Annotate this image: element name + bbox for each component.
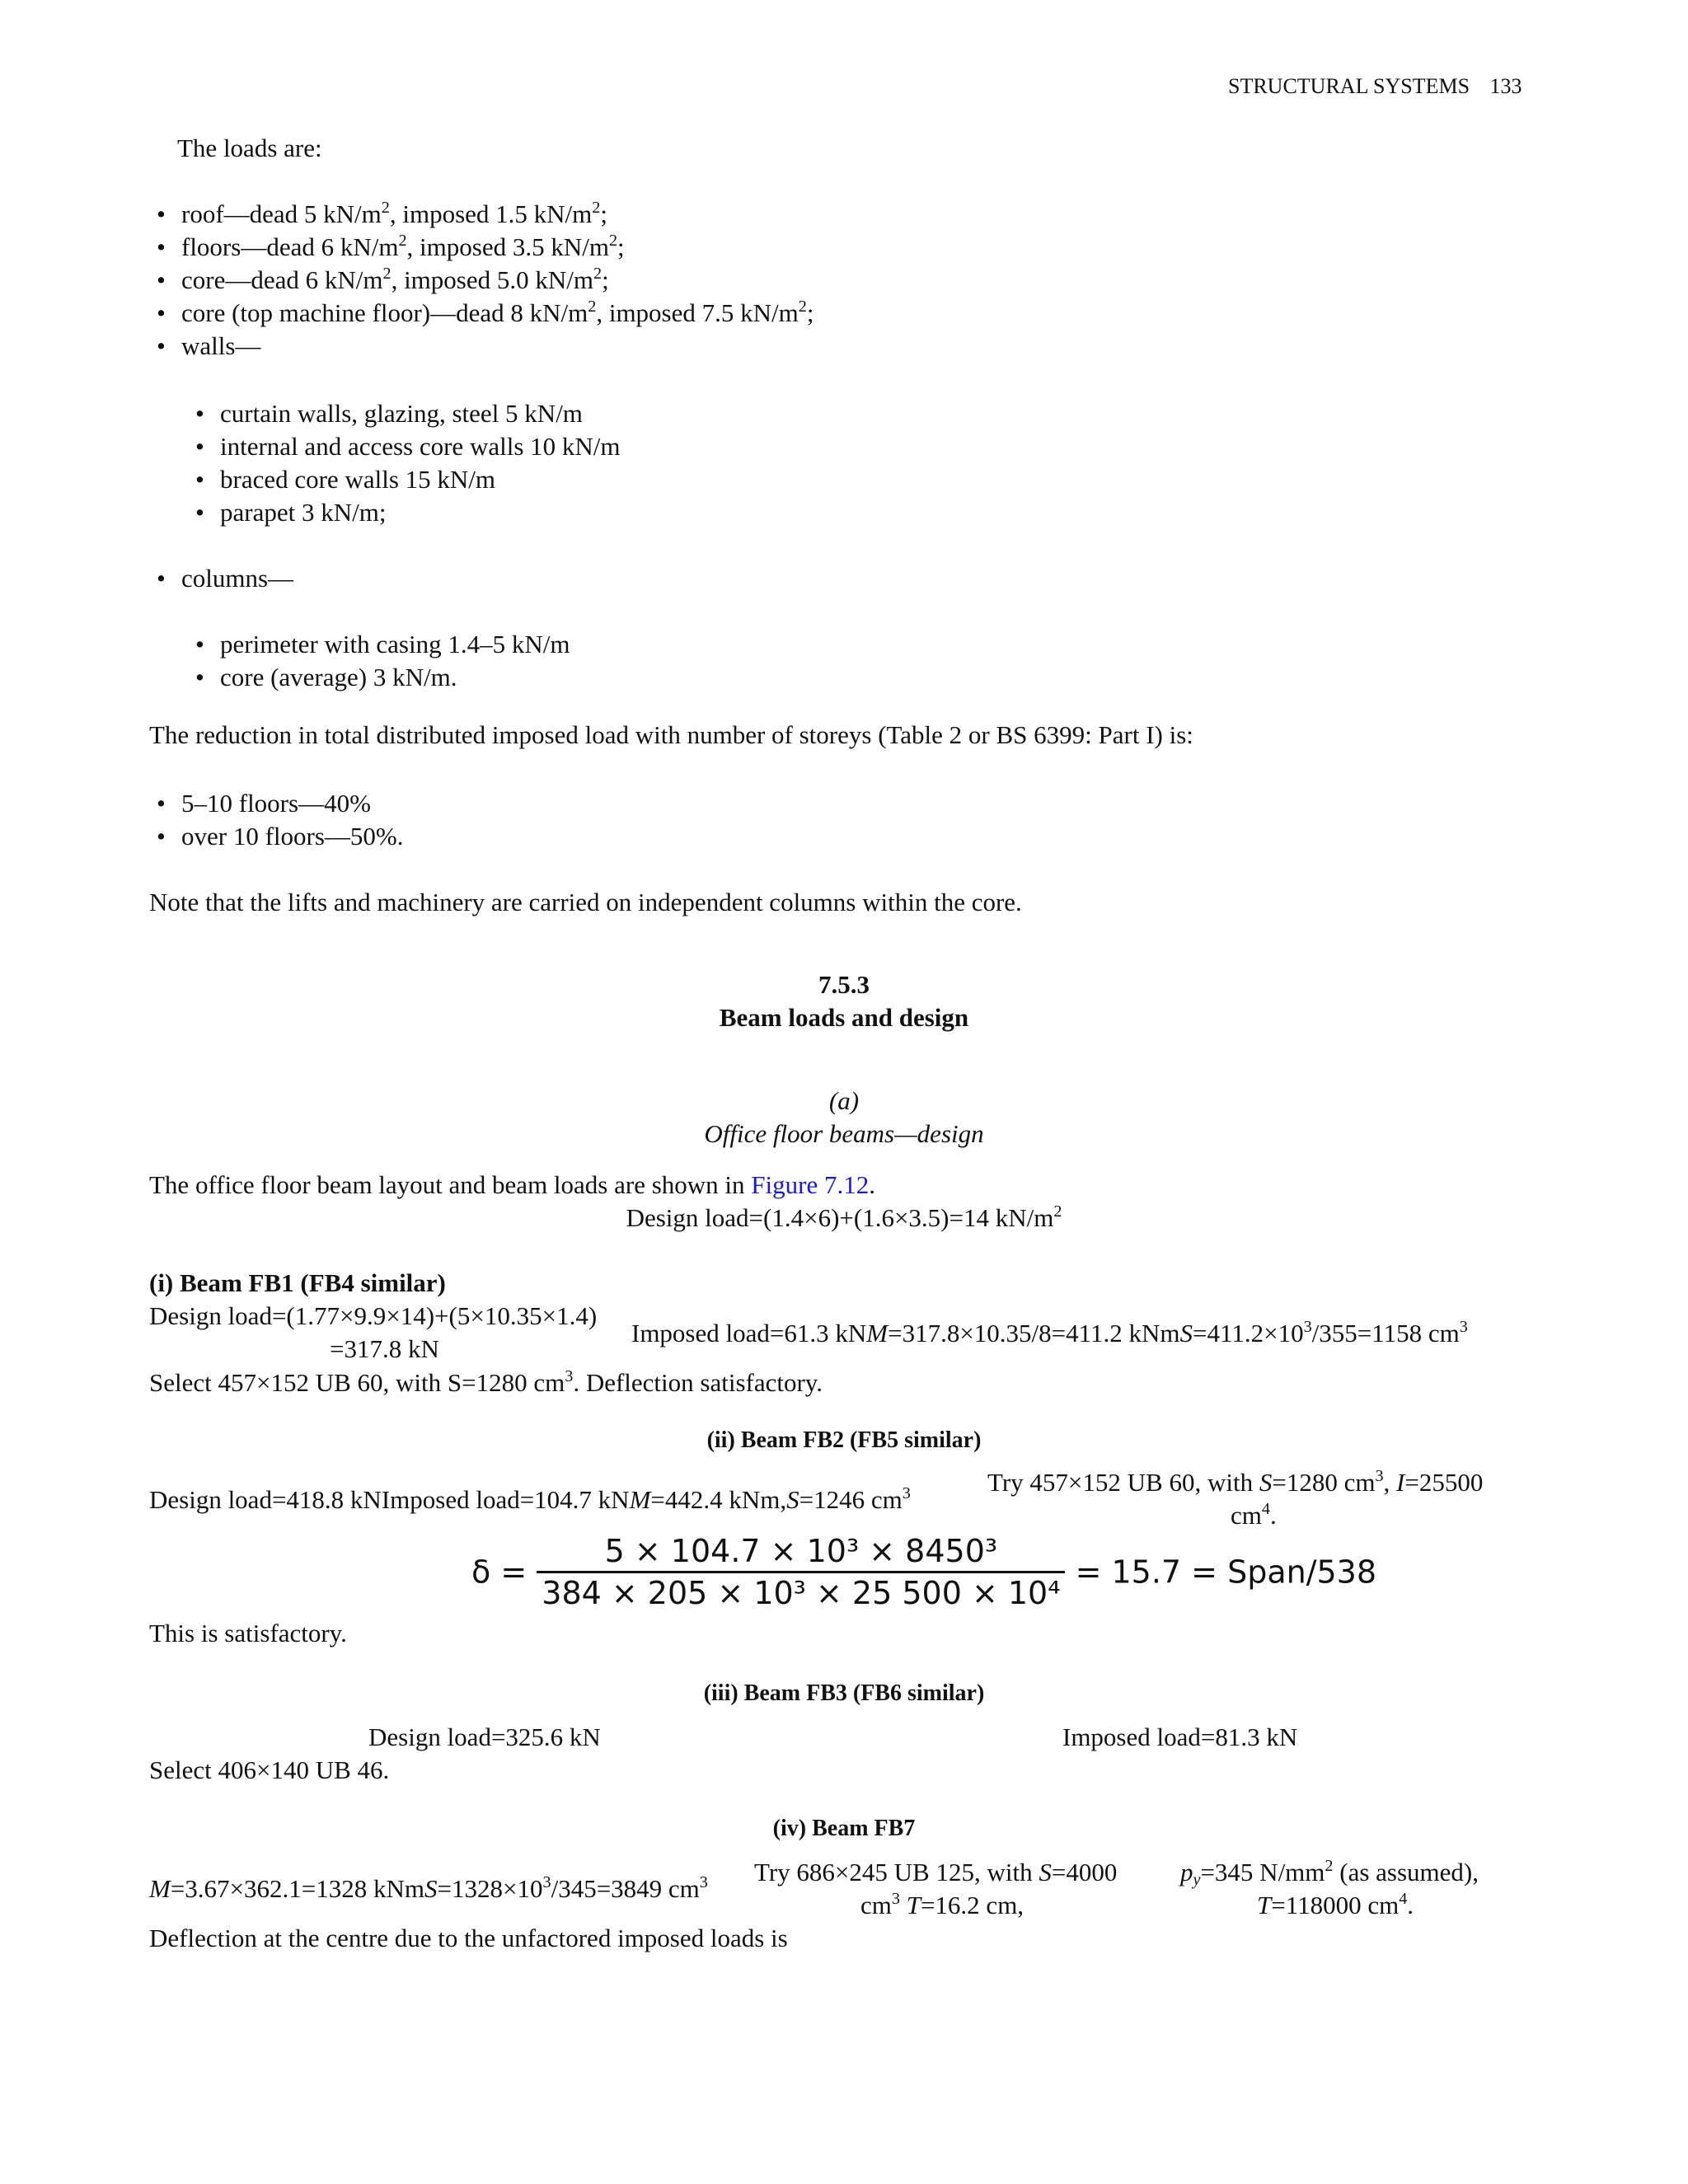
bullet-icon: • [157, 232, 166, 261]
fb7-calcs: M=3.67×362.1=1328 $kNmS=1328\times 10^3/345=3849$ $cm^3$ [149, 1872, 708, 1903]
fb1-design-load: Design load=(1.77×9.9×14)+(5×10.35×1.4) [149, 1301, 598, 1330]
fb3-heading: (iii) Beam FB3 (FB6 similar) [703, 1680, 985, 1706]
formula-lhs: δ = [471, 1554, 528, 1591]
fb7-try-line2: $cm^3$ T=16.2 cm, [860, 1889, 1025, 1919]
running-header [1228, 70, 1522, 103]
fb1-calcs: Imposed load=61.3 kNM=317.8×10.35/8=411.2 $kNmS=411.2\times 10^3/355=1158$ $cm^3$ [631, 1317, 1468, 1347]
design-load-equation: Design load=(1.4×6)+(1.6×3.5)=14 $kN/m^2$ [626, 1202, 1062, 1232]
fb2-satisfactory: This is satisfactory. [149, 1619, 347, 1647]
fb2-calcs: Design load=418.8 kNImposed load=104.7 kNM=442.4 kNm,S=1246 $cm^3$ [149, 1483, 911, 1514]
fb7-heading: (iv) Beam FB7 [772, 1816, 916, 1841]
section-number: 7.5.3 [818, 970, 870, 999]
formula-numerator: 5 × 104.7 × 10³ × 8450³ [537, 1531, 1065, 1573]
bullet-icon: • [195, 399, 204, 428]
fb1-select: Select 457×152 UB 60, with S=1280 $cm^3$. Deflection satisfactory. [149, 1366, 823, 1397]
bullet-icon: • [157, 331, 166, 360]
deflection-formula [471, 1531, 1376, 1613]
figure-link[interactable]: Figure 7.12 [751, 1170, 870, 1199]
fb3-imposed-load: Imposed load=81.3 kN [1062, 1722, 1298, 1751]
bullet-icon: • [157, 199, 166, 228]
layout-paragraph: The office floor beam layout and beam loads are shown in Figure 7.12. [149, 1170, 875, 1199]
subsection-title: Office floor beams—design [704, 1119, 984, 1148]
fb7-try: Try 686×245 UB 125, with S=4000 [754, 1858, 1118, 1886]
bullet-icon: • [195, 630, 204, 658]
fb2-heading: (ii) Beam FB2 (FB5 similar) [706, 1427, 982, 1453]
fb1-design-load-result: =317.8 kN [330, 1334, 439, 1363]
reduction-paragraph: The reduction in total distributed imposed load with number of storeys (Table 2 or BS 6399: Part I) is: [149, 720, 1193, 749]
running-header-title: STRUCTURAL SYSTEMS [1228, 74, 1470, 98]
bullet-icon: • [195, 498, 204, 527]
fb3-design-load: Design load=325.6 kN [368, 1722, 601, 1751]
fb2-try: Try 457×152 UB 60, with S=1280 $cm^3$, I=25500 [987, 1466, 1484, 1497]
intro-text: The loads are: [177, 134, 322, 162]
bullet-icon: • [157, 298, 166, 327]
formula-denominator: 384 × 205 × 10³ × 25 500 × 10⁴ [542, 1575, 1061, 1611]
note-paragraph: Note that the lifts and machinery are carried on independent columns within the core. [149, 888, 1022, 916]
page-number: 133 [1489, 74, 1522, 98]
fb3-select: Select 406×140 UB 46. [149, 1755, 390, 1784]
bullet-icon: • [157, 789, 166, 818]
bullet-icon: • [195, 465, 204, 494]
formula-fraction [537, 1531, 1065, 1613]
fb7-py: $p_y=345$ $N/mm^2$ (as assumed), [1180, 1856, 1479, 1890]
bullet-icon: • [157, 822, 166, 851]
bullet-icon: • [195, 663, 204, 691]
fb2-try-line2: $cm^4$. [1231, 1499, 1277, 1530]
bullet-icon: • [157, 265, 166, 294]
section-title: Beam loads and design [719, 1003, 969, 1032]
formula-rhs: = 15.7 = Span/538 [1075, 1554, 1377, 1591]
subsection-label: (a) [828, 1086, 860, 1115]
bullet-icon: • [195, 432, 204, 461]
fb1-heading: (i) Beam FB1 (FB4 similar) [149, 1268, 446, 1297]
fb7-deflection-text: Deflection at the centre due to the unfactored imposed loads is [149, 1924, 788, 1952]
fb7-t: T=118000 $cm^4$. [1257, 1889, 1414, 1919]
bullet-icon: • [157, 564, 166, 593]
